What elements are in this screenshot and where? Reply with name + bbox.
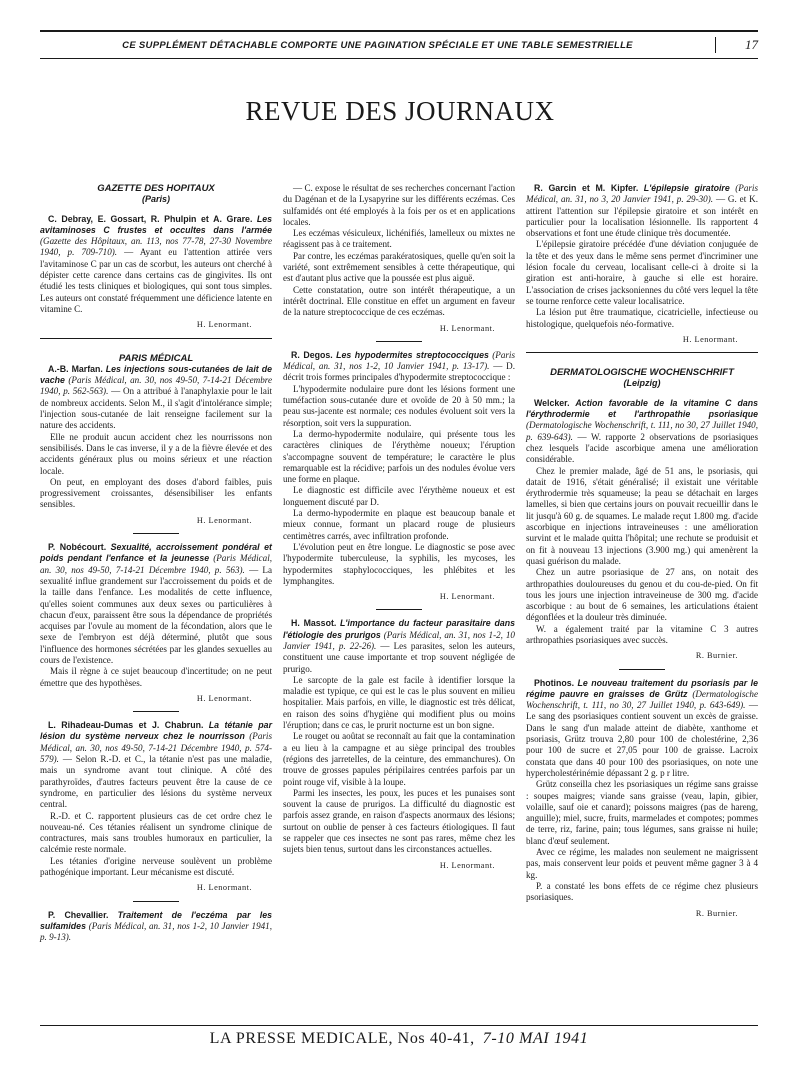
column-2 xyxy=(283,183,515,909)
article xyxy=(526,183,758,345)
article-paragraph: — Selon R.-D. et C., la tétanie n'est pas une maladie, mais un syndrome avant tout clinique. A côté des parathyroïdes, d'autres facteurs peuvent être la cause de ce syndrome, en particulier des lésions du système nerveux central. xyxy=(40,754,272,810)
article xyxy=(40,720,272,893)
reviewer-signature: R. Burnier. xyxy=(695,651,738,661)
article-title: Sexualité, accroissement pondéral et poids pendant l'enfance et la jeunesse xyxy=(40,542,272,564)
article-authors: Welcker. xyxy=(534,397,570,408)
article-paragraph: — D. décrit trois formes principales d'hypodermite streptococcique : xyxy=(283,361,515,383)
column-1 xyxy=(40,183,273,943)
article-title: Les avitaminoses C frustes et occultes dans l'armée xyxy=(40,213,272,235)
reviewer-signature: H. Lenormant. xyxy=(196,883,252,893)
article-divider xyxy=(133,901,179,902)
article-paragraph: — Ayant eu l'attention attirée vers l'avitaminose C par un cas de scorbut, les auteurs ont cherché à dépister cette carence dans certains cas de gingivites. Ils ont étudié les tests cliniques et biologiques, qui sont tous simples. Les auteurs ont constaté fréquemment une déficience latente en vitamine C. xyxy=(40,247,272,314)
article-paragraph: R.-D. et C. rapportent plusieurs cas de cet ordre chez le nouveau-né. Ces tétanies réalisent un syndrome clinique de contractures, mais sans troubles humoraux en particulier, la calcémie reste normale. xyxy=(40,810,272,855)
article-title: Le nouveau traitement du psoriasis par le régime pauvre en graisses de Grütz xyxy=(526,677,759,699)
supplement-banner: CE SUPPLÉMENT DÉTACHABLE COMPORTE UNE PAGINATION SPÉCIALE ET UNE TABLE SEMESTRIELLE xyxy=(122,39,633,51)
article-authors: L. Rihadeau-Dumas et J. Chabrun. xyxy=(48,720,204,731)
article-reference: (Dermatologische Wochenschrift, t. 111, no 30, 27 Juillet 1940, p. 643-649). xyxy=(526,688,758,711)
column-3 xyxy=(526,183,759,918)
footer-issue-date: 7-10 MAI 1941 xyxy=(482,1030,589,1047)
article-authors: A.-B. Marfan. xyxy=(48,363,103,374)
reviewer-signature: H. Lenormant. xyxy=(196,693,252,703)
article-paragraph: Grütz conseilla chez les psoriasiques un régime sans graisse : soupes maigres; viande sans graisse (veau, lapin, gibier, volaille, sauf oie et canard); poissons maigres (pas de hareng, anguille); miel, sucre, fruits, marmelades et compotes; pommes de terre, riz, farine, pain; tous légumes, sans graisse ni huile; blanc d'œuf seulement. xyxy=(526,779,758,846)
article-paragraph: On peut, en employant des doses d'abord faibles, puis progressivement croissantes, désensibiliser les enfants sensibles. xyxy=(40,476,272,510)
journal-city: (Leipzig) xyxy=(623,378,661,389)
article-title: Traitement de l'eczéma par les sulfamides xyxy=(40,909,272,931)
article-paragraph: Chez un autre psoriasique de 27 ans, on notait des arthropathies douloureuses du genou et du cou-de-pied. On fit tous les jours une injection intraveineuse de 300 mg. d'acide ascorbique : au bout de 6 semaines, les articulations étaient dégonflées et la douleur très diminuée. xyxy=(526,567,758,623)
article-paragraph: Par contre, les eczémas parakératosiques, quelle qu'en soit la variété, sont extrêmement sensibles à cette thérapeutique, qui est d'autant plus active que la poussée est plus aiguë. xyxy=(283,250,515,284)
article-paragraph: Cette constatation, outre son intérêt thérapeutique, a un intérêt doctrinal. Elle constitue en effet un argument en faveur de la nature streptococcique de ces eczémas. xyxy=(283,284,515,318)
article-reference: (Paris Médical, an. 31, nos 1-2, 10 Janvier 1941, p. 13-17). xyxy=(283,349,515,372)
article xyxy=(40,542,272,704)
article-title: Action favorable de la vitamine C dans l'érythrodermie et l'arthropathie psoriasique xyxy=(526,397,758,420)
article-paragraph: Les tétanies d'origine nerveuse soulèvent un problème pathogénique important. Leur mécanisme est discuté. xyxy=(40,855,272,878)
article-paragraph: — Le sang des psoriasiques contient souvent un excès de graisse. Dans le sang d'un malade atteint de diabète, xanthome et psoriasis, Grütz trouva 2,80 pour 100 de cholestérine, 2,36 pour 100 de sucre et 27,05 pour 100 de graisse. Lacroix constata que dans 40 pour 100 des psoriasiques, on note une hypercholestérinémie dépassant 2 g. p r litre. xyxy=(526,700,759,778)
article-authors: R. Garcin et M. Kipfer. xyxy=(534,183,639,193)
article-divider xyxy=(619,669,665,670)
article-paragraph: Le diagnostic est difficile avec l'érythème noueux et est longuement discuté par D. xyxy=(283,485,515,507)
page-number: 17 xyxy=(715,37,758,53)
article-columns xyxy=(40,183,759,943)
article-reference: (Paris Médical, an. 31, nos 1-2, 10 Janvier 1941, p. 22-26). xyxy=(283,629,515,651)
article-paragraph: L'hypodermite nodulaire pure dont les lésions forment une tuméfaction sous-cutanée dure et ovoïde de 20 à 50 mm.; la peau sus-jacente est normale; ces nodules évoluent soit vers la résorption, soit vers la suppuration. xyxy=(283,383,515,428)
article-divider xyxy=(133,711,179,712)
article xyxy=(40,214,272,331)
article-paragraph: L'évolution peut en être longue. Le diagnostic se pose avec l'hypodermite tuberculeuse, la syphilis, les mycoses, les hypodermites staphylococciques, les phlébites et les lymphangites. xyxy=(283,541,515,586)
article-paragraph: Les eczémas vésiculeux, lichénifiés, lamelleux ou mixtes ne réagissent pas à ce traitement. xyxy=(283,228,515,250)
article-title: La tétanie par lésion du système nerveux chez le nourrisson xyxy=(40,720,273,742)
article-reference: (Paris Médical, an. 31, no 3, 20 Janvier 1941, p. 29-30). xyxy=(526,183,758,205)
top-banner-bar xyxy=(40,30,758,59)
journal-heading: DERMATOLOGISCHE WOCHENSCHRIFT xyxy=(550,367,734,379)
article-divider xyxy=(376,609,422,610)
article-authors: C. Debray, E. Gossart, R. Phulpin et A. Grare. xyxy=(48,213,253,224)
article xyxy=(40,910,272,944)
article-paragraph: P. a constaté les bons effets de ce régime chez plusieurs psoriasiques. xyxy=(526,880,758,903)
article-paragraph: L'épilepsie giratoire précédée d'une déviation conjuguée de la tête et des yeux dans le même sens permet d'incriminer une lésion focale du cerveau, localisant celle-ci à droite si la giration est anti-horaire, à gauche si elle est horaire. L'association de crises jacksoniennes du côté vers lequel la tête se tourne renforce cette valeur localisatrice. xyxy=(526,239,758,306)
article-paragraph: Avec ce régime, les malades non seulement ne maigrissent pas, mais conservent leur poids et peuvent même gagner 3 à 4 kg. xyxy=(526,847,758,880)
article xyxy=(526,398,758,662)
article-paragraph: La dermo-hypodermite en plaque est beaucoup banale et mieux connue, formant un placard rouge de plusieurs centimètres carrés, avec infiltration profonde. xyxy=(283,508,515,541)
reviewer-signature: H. Lenormant. xyxy=(439,860,495,870)
article-paragraph: La lésion put être traumatique, cicatricielle, infectieuse ou histologique, quelquefois néo-formative. xyxy=(526,307,758,329)
article-authors: P. Nobécourt. xyxy=(48,542,107,553)
article-reference: (Dermatologische Wochenschrift, t. 111, no 30, 27 Juillet 1940, p. 639-643). xyxy=(526,420,758,442)
article-reference: (Paris Médical, an. 30, nos 49-50, 7-14-21 Décembre 1940, p. 574-579). xyxy=(40,731,272,765)
article-paragraph: Parmi les insectes, les poux, les puces et les punaises sont souvent la cause de prurigos. La difficulté du diagnostic est parfois assez grande, en raison d'aspects anormaux des lésions; surtout on oublie de penser à ces facteurs étiologiques. Il faut se rappeler que ces insectes ne sont pas rares, même chez les sujets bien tenus, surtout dans les circonstances actuelles. xyxy=(283,787,515,855)
article-paragraph: — On a attribué à l'anaphylaxie pour le lait de nombreux accidents. Selon M., il s'agit d'intolérance simple; l'injection sous-cutanée de lait renseigne facilement sur la nature des accidents. xyxy=(40,386,273,431)
article-reference: (Paris Médical, an. 31, nos 1-2, 10 Janvier 1941, p. 9-13). xyxy=(40,920,273,943)
article-divider xyxy=(133,533,179,534)
reviewer-signature: H. Lenormant. xyxy=(196,515,252,525)
article-authors: P. Chevallier. xyxy=(48,909,109,920)
article-paragraph: Mais il règne à ce sujet beaucoup d'incertitude; on ne peut émettre que des hypothèses. xyxy=(40,666,272,688)
reviewer-signature: H. Lenormant. xyxy=(682,334,738,344)
article-divider xyxy=(376,341,422,342)
reviewer-signature: R. Burnier. xyxy=(695,908,738,918)
journal-heading: PARIS MÉDICAL xyxy=(118,352,194,364)
article-reference: (Gazette des Hôpitaux, an. 113, nos 77-78, 27-30 Novembre 1940, p. 709-710). xyxy=(40,236,272,258)
article-paragraph: La dermo-hypodermite nodulaire, qui présente tous les caractères cliniques de l'érythème noueux; l'éruption s'accompagne souvent de température; le caractère le plus remarquable est la récidive; parfois un des nodules évolue vers une forme en plaque. xyxy=(283,428,515,485)
article-paragraph: Le sarcopte de la gale est facile à identifier lorsque la maladie est typique, ce qui est le cas le plus souvent en milieu hospitalier. Mais parfois, en ville, le diagnostic est très délicat, en raison des soins d'hygiène qui modifient plus ou moins l'éruption; dans ce cas, le prurit nocturne est un bon signe. xyxy=(283,674,515,731)
article-paragraph: W. a également traité par la vitamine C 3 autres arthropathies psoriasiques avec succès. xyxy=(526,623,758,645)
article-authors: H. Massot. xyxy=(291,618,337,629)
article-paragraph: — La sexualité influe grandement sur l'accroissement du poids et de la taille dans l'enfance. Les modalités de cette influence, qu'elles soient communes aux deux sexes ou particulières à chacun d'eux, paraissent être sous la dépendance de propriétés acquises par l'ovule au moment de la fécondation, alors que le sexe de l'embryon est déjà déterminé, plutôt que sous l'influence des hormones sécrétées par les glandes sexuelles au cours de l'existence. xyxy=(40,564,272,665)
article-reference: (Paris Médical, an. 30, nos 49-50, 7-14-21 Décembre 1940, p. 562-563). xyxy=(40,375,272,397)
reviewer-signature: H. Lenormant. xyxy=(439,323,495,333)
article-continuation xyxy=(283,183,515,334)
reviewer-signature: H. Lenormant. xyxy=(196,320,252,330)
article-authors: R. Degos. xyxy=(291,349,333,360)
article-title: L'épilepsie giratoire xyxy=(643,183,730,193)
section-divider xyxy=(40,338,272,339)
article-paragraph: Chez le premier malade, âgé de 51 ans, le psoriasis, qui datait de 1916, s'était généralisé; il existait une véritable érythrodermie très squameuse; la peau se détachait en larges lamelles, si bien que certains jours on pouvait recueillir dans le lit jusqu'à 60 g. de squames. Le malade reçut 1.800 mg. d'acide ascorbique en injections intraveineuses : une amélioration survint et le malade quitta l'hôpital; une rechute se produisit et on fit à nouveau 13 injections (3.900 mg.) qui amenèrent la quasi guérison du malade. xyxy=(526,465,758,566)
article-reference: (Paris Médical, an. 30, nos 49-50, 7-14-21 Décembre 1940, p. 563). xyxy=(40,553,272,575)
journal-footer xyxy=(40,1025,758,1052)
article-title: L'importance du facteur parasitaire dans l'étiologie des prurigos xyxy=(283,618,515,640)
article-paragraph: — Les parasites, selon les auteurs, constituent une cause importante et trop souvent négligée de prurigo. xyxy=(283,640,515,674)
article-title: Les injections sous-cutanées de lait de vache xyxy=(40,363,272,386)
section-divider xyxy=(526,352,758,353)
footer-title: LA PRESSE MEDICALE, Nos 40-41, xyxy=(209,1030,475,1047)
article-paragraph: Elle ne produit aucun accident chez les nourrissons non sensibilisés. Dans le cas inverse, il y a de la fièvre élevée et des accidents généraux plus ou moins sérieux et une réaction locale. xyxy=(40,431,272,476)
reviewer-signature: H. Lenormant. xyxy=(439,592,495,602)
journal-heading: GAZETTE DES HOPITAUX xyxy=(97,183,215,194)
article xyxy=(283,350,515,603)
article xyxy=(40,364,272,526)
article-paragraph: — C. expose le résultat de ses recherches concernant l'action du Dagénan et de la Lysapyrine sur les différents eczémas. Ces sulfamidés ont été employés à la fois per os et en applications locales. xyxy=(283,183,515,227)
article xyxy=(283,618,515,871)
article-paragraph: — G. et K. attirent l'attention sur l'épilepsie giratoire et son intérêt en particulier pour la localisation lésionnelle. Ils rapportent 4 observations et font une étude clinique très documentée. xyxy=(526,194,758,239)
article xyxy=(526,678,758,919)
article-paragraph: Le rouget ou aoûtat se reconnaît au fait que la contamination a eu lieu à la campagne et au siège principal des troubles (régions des jarretelles, de la ceinture, des emmanchures). On trouve de grosses papules péripilaires centrées parfois par un point rouge vif, visible à la loupe. xyxy=(283,731,515,787)
rubric-title: REVUE DES JOURNAUX xyxy=(245,96,555,126)
article-paragraph: — W. rapporte 2 observations de psoriasiques chez lesquels l'acide ascorbique amena une amélioration considérable. xyxy=(526,431,758,465)
journal-city: (Paris) xyxy=(141,194,170,205)
article-title: Les hypodermites streptococciques xyxy=(336,349,489,360)
article-authors: Photinos. xyxy=(534,677,575,688)
